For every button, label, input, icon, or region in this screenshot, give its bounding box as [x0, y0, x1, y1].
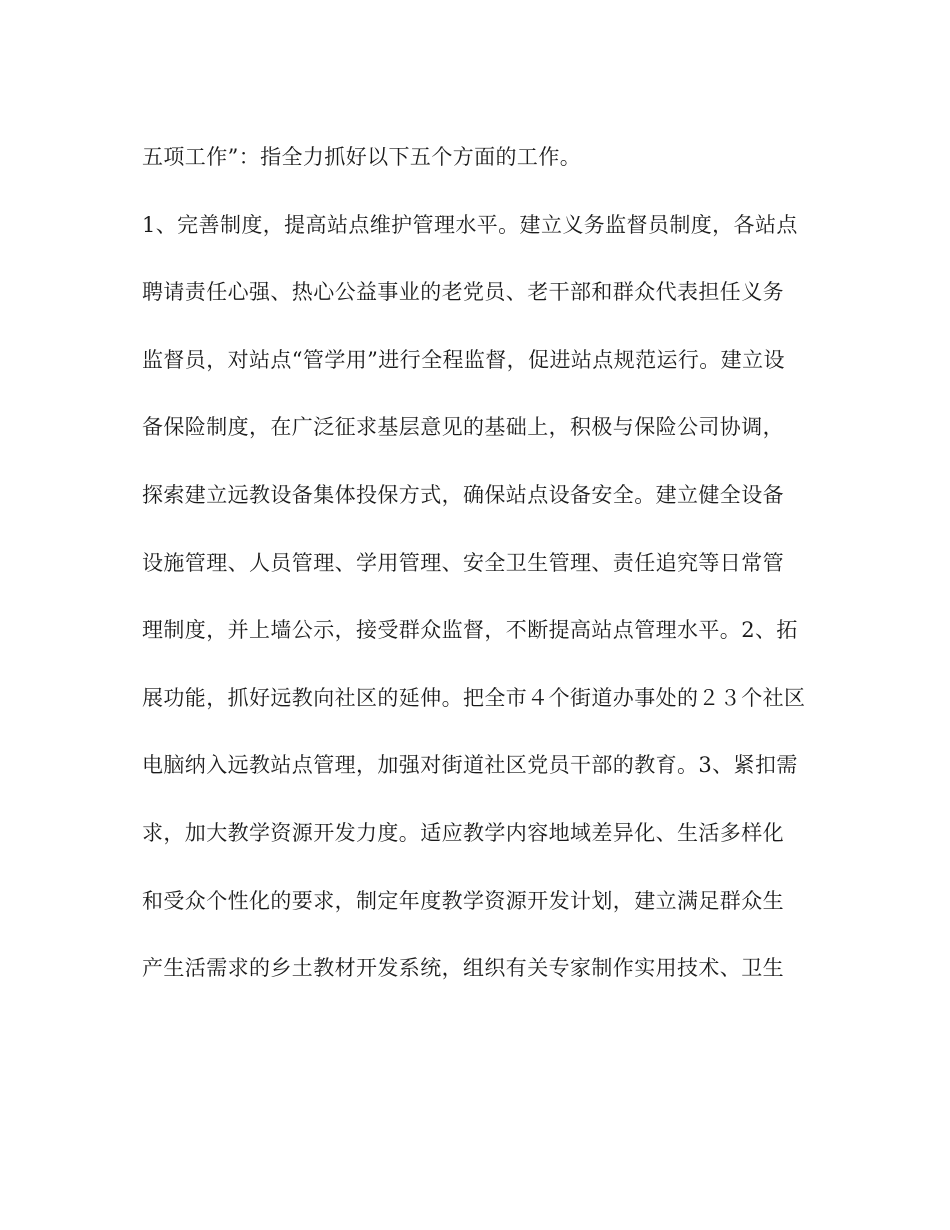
- text-line: 探索建立远教设备集体投保方式，确保站点设备安全。建立健全设备: [142, 482, 784, 507]
- text-line: 产生活需求的乡土教材开发系统，组织有关专家制作实用技术、卫生: [142, 956, 784, 981]
- body-text: [142, 140, 822, 1019]
- text-line: 聘请责任心强、热心公益事业的老党员、老干部和群众代表担任义务: [142, 280, 784, 305]
- text-line: 五项工作”：指全力抓好以下五个方面的工作。: [142, 145, 582, 169]
- text-line: 电脑纳入远教站点管理，加强对街道社区党员干部的教育。3、紧扣需: [142, 753, 798, 778]
- text-line: 备保险制度，在广泛征求基层意见的基础上，积极与保险公司协调，: [142, 415, 784, 440]
- text-line: 1、完善制度，提高站点维护管理水平。建立义务监督员制度，各站点: [142, 212, 798, 237]
- text-line: 和受众个性化的要求，制定年度教学资源开发计划，建立满足群众生: [142, 888, 784, 913]
- text-line: 设施管理、人员管理、学用管理、安全卫生管理、责任追究等日常管: [142, 550, 784, 575]
- text-line: 求，加大教学资源开发力度。适应教学内容地域差异化、生活多样化: [142, 820, 784, 845]
- text-line: 理制度，并上墙公示，接受群众监督，不断提高站点管理水平。2、拓: [142, 618, 798, 643]
- text-line: 监督员，对站点“管学用”进行全程监督，促进站点规范运行。建立设: [142, 347, 785, 372]
- text-line: 展功能，抓好远教向社区的延伸。把全市４个街道办事处的２３个社区: [142, 685, 806, 710]
